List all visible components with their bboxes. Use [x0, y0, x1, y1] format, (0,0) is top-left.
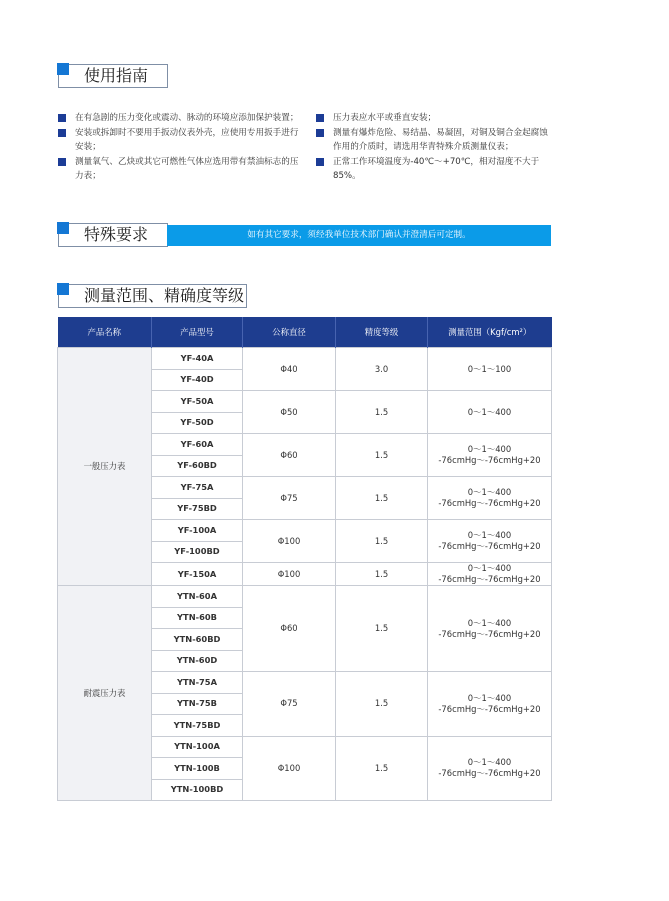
header-range: 测量范围（Kgf/cm²）	[428, 317, 552, 348]
bullet-square-icon	[316, 129, 324, 137]
table-body	[58, 348, 552, 801]
usage-item: 在有急剧的压力变化或震动、脉动的环境应添加保护装置；	[58, 111, 303, 126]
range-line-2: -76cmHg～-76cmHg+20	[438, 574, 541, 584]
usage-title: 使用指南	[84, 66, 149, 85]
range-title: 测量范围、精确度等级	[84, 286, 245, 305]
range-cell	[428, 563, 552, 586]
accuracy-cell: 3.0	[336, 348, 428, 391]
range-line-2: -76cmHg～-76cmHg+20	[438, 498, 541, 508]
range-line-2: -76cmHg～-76cmHg+20	[438, 768, 541, 779]
range-line-2: -76cmHg～-76cmHg+20	[438, 541, 541, 551]
table-row	[58, 348, 552, 370]
usage-item: 压力表应水平或垂直安装；	[316, 111, 556, 126]
usage-list-right	[316, 111, 556, 184]
accuracy-cell: 1.5	[336, 736, 428, 801]
bullet-square-icon	[316, 114, 324, 122]
model-cell: YTN-60A	[152, 586, 243, 608]
range-line-1: 0～1～400	[467, 757, 512, 768]
range-line-2: -76cmHg～-76cmHg+20	[438, 703, 541, 714]
diameter-cell: Φ60	[243, 586, 336, 672]
accuracy-cell: 1.5	[336, 391, 428, 434]
range-cell	[428, 348, 552, 391]
accuracy-cell: 1.5	[336, 477, 428, 520]
accuracy-cell: 1.5	[336, 520, 428, 563]
range-line-1: 0～1～400	[467, 692, 512, 703]
header-product-name: 产品名称	[58, 317, 152, 348]
model-cell: YTN-75BD	[152, 715, 243, 737]
accuracy-cell: 1.5	[336, 586, 428, 672]
model-cell: YF-150A	[152, 563, 243, 586]
model-cell: YTN-60D	[152, 650, 243, 672]
header-diameter: 公称直径	[243, 317, 336, 348]
range-line-1: 0～1～400	[467, 406, 512, 417]
diameter-cell: Φ75	[243, 477, 336, 520]
model-cell: YF-60A	[152, 434, 243, 456]
model-cell: YTN-75B	[152, 693, 243, 715]
diameter-cell: Φ50	[243, 391, 336, 434]
accuracy-cell: 1.5	[336, 563, 428, 586]
range-line-1: 0～1～400	[467, 444, 512, 454]
diameter-cell: Φ100	[243, 736, 336, 801]
range-cell	[428, 477, 552, 520]
bullet-square-icon	[58, 158, 66, 166]
range-cell	[428, 391, 552, 434]
range-line-1: 0～1～400	[467, 617, 512, 628]
header-accuracy: 精度等级	[336, 317, 428, 348]
bullet-square-icon	[316, 158, 324, 166]
model-cell: YF-75BD	[152, 498, 243, 520]
usage-item: 测量氧气、乙炔或其它可燃性气体应选用带有禁油标志的压力表；	[58, 155, 303, 184]
model-cell: YF-100BD	[152, 541, 243, 563]
model-cell: YF-50D	[152, 412, 243, 434]
range-cell	[428, 672, 552, 737]
diameter-cell: Φ75	[243, 672, 336, 737]
range-line-1: 0～1～400	[467, 487, 512, 497]
heading-square-icon	[57, 283, 69, 295]
range-line-1: 0～1～400	[467, 530, 512, 540]
model-cell: YTN-100A	[152, 736, 243, 758]
special-banner: 如有其它要求，须经我单位技术部门确认并澄清后可定制。	[167, 225, 551, 246]
model-cell: YTN-60BD	[152, 629, 243, 651]
table-header-row	[58, 317, 552, 348]
header-model: 产品型号	[152, 317, 243, 348]
diameter-cell: Φ100	[243, 520, 336, 563]
model-cell: YF-40D	[152, 369, 243, 391]
range-line-2: -76cmHg～-76cmHg+20	[438, 455, 541, 465]
usage-item: 测量有爆炸危险、易结晶、易凝固，对铜及铜合金起腐蚀作用的介质时，请选用华青特殊介质测量仪表；	[316, 126, 556, 155]
diameter-cell: Φ60	[243, 434, 336, 477]
diameter-cell: Φ40	[243, 348, 336, 391]
model-cell: YF-75A	[152, 477, 243, 499]
special-title: 特殊要求	[84, 225, 149, 244]
range-line-1: 0～1～400	[467, 563, 512, 573]
range-cell	[428, 434, 552, 477]
accuracy-cell: 1.5	[336, 434, 428, 477]
bullet-square-icon	[58, 129, 66, 137]
range-line-2: -76cmHg～-76cmHg+20	[438, 628, 541, 639]
range-line-1: 0～1～100	[467, 363, 512, 374]
heading-square-icon	[57, 63, 69, 75]
model-cell: YTN-60B	[152, 607, 243, 629]
model-cell: YF-50A	[152, 391, 243, 413]
accuracy-cell: 1.5	[336, 672, 428, 737]
model-cell: YTN-75A	[152, 672, 243, 694]
usage-list-left	[58, 111, 303, 184]
heading-square-icon	[57, 222, 69, 234]
range-cell	[428, 586, 552, 672]
table-row	[58, 586, 552, 608]
model-cell: YF-40A	[152, 348, 243, 370]
model-cell: YF-60BD	[152, 455, 243, 477]
diameter-cell: Φ100	[243, 563, 336, 586]
model-cell: YF-100A	[152, 520, 243, 542]
product-name-cell: 一般压力表	[58, 348, 152, 586]
usage-item: 正常工作环境温度为-40℃～+70℃，相对湿度不大于85%。	[316, 155, 556, 184]
model-cell: YTN-100BD	[152, 779, 243, 801]
range-cell	[428, 736, 552, 801]
spec-table	[57, 317, 552, 801]
product-name-cell: 耐震压力表	[58, 586, 152, 801]
range-cell	[428, 520, 552, 563]
usage-item: 安装或拆卸时不要用手扳动仪表外壳，应使用专用扳手进行安装；	[58, 126, 303, 155]
bullet-square-icon	[58, 114, 66, 122]
model-cell: YTN-100B	[152, 758, 243, 780]
